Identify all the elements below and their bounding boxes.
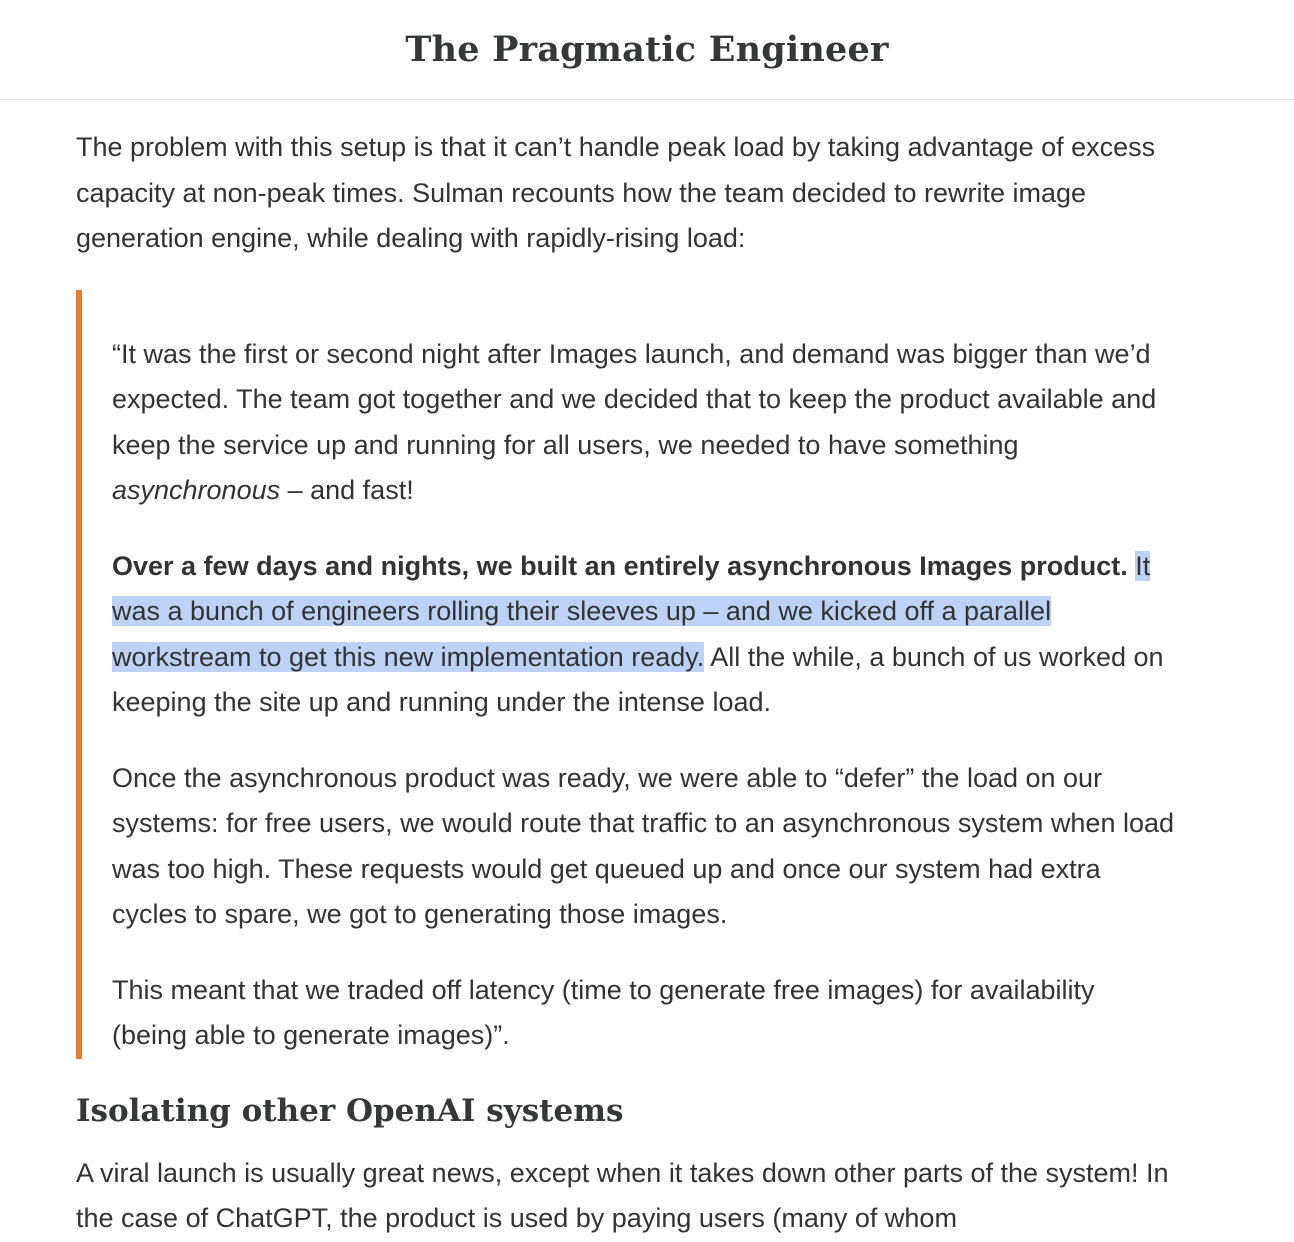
quote-block xyxy=(76,290,1176,1059)
intro-paragraph: The problem with this setup is that it can’t handle peak load by taking advantage of excess capacity at non-peak times. Sulman recounts how the team decided to rewrite image generation engine, while dealing with rapidly-rising load: xyxy=(76,132,1156,253)
section-paragraph: A viral launch is usually great news, except when it takes down other parts of the system! In the case of ChatGPT, the product is used by paying users (many of whom xyxy=(76,1157,1169,1233)
article-body xyxy=(76,125,1176,1242)
quote-p2-tail: All the while, a bunch of us worked on keeping the site up and running under the intense load. xyxy=(112,641,1164,717)
section-heading: Isolating other OpenAI systems xyxy=(76,1092,624,1129)
quote-paragraph-1 xyxy=(112,332,1176,514)
site-header xyxy=(0,0,1294,100)
selected-text-highlight[interactable]: It was a bunch of engineers rolling their sleeves up – and we kicked off a parallel workstream to get this new implementation ready. xyxy=(112,550,1151,672)
quote-paragraph-2 xyxy=(112,544,1176,726)
quote-p1-tail: – and fast! xyxy=(280,475,414,505)
quote-paragraph-4: This meant that we traded off latency (time to generate free images) for availability (being able to generate images)”. xyxy=(112,974,1095,1050)
quote-p1-text: “It was the first or second night after Images launch, and demand was bigger than we’d expected. The team got together and we decided that to keep the product available and keep the service up and running for all users, we needed to have something xyxy=(112,338,1157,460)
site-title[interactable]: The Pragmatic Engineer xyxy=(405,29,889,70)
quote-p2-bold: Over a few days and nights, we built an entirely asynchronous Images product. xyxy=(112,550,1128,581)
quote-p1-emphasis: asynchronous xyxy=(112,475,281,505)
quote-paragraph-3: Once the asynchronous product was ready, we were able to “defer” the load on our systems: for free users, we would route that traffic to an asynchronous system when load was too high. These requests would get queued up and once our system had extra cycles to spare, we got to generating those images. xyxy=(112,762,1175,929)
